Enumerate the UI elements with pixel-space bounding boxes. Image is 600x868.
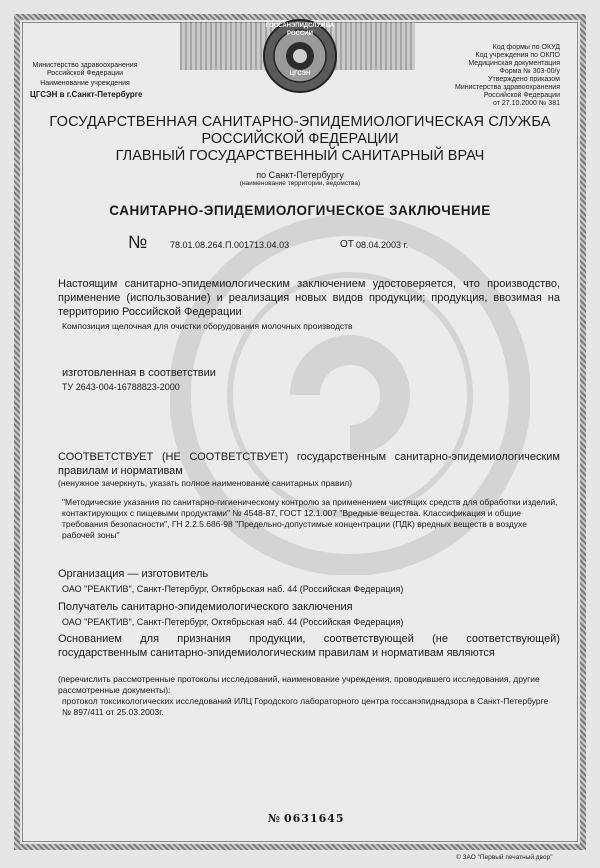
header-line3: ГЛАВНЫЙ ГОСУДАРСТВЕННЫЙ САНИТАРНЫЙ ВРАЧ: [115, 148, 485, 164]
certificate-number: 78.01.08.264.П.001713.04.03: [170, 240, 290, 250]
manufacturer-label: Организация — изготовитель: [58, 568, 209, 580]
basis-statement: Основанием для признания продукции, соответствующей (не соответствующей) государственным санитарно-эпидемиологическим правилам и нормативам являются: [58, 633, 560, 659]
sanitary-rules: "Методические указания по санитарно-гигиеническому контролю за применением чистящих средств для обработки изделий, контактирующих с пищевыми продуктами" № 4548-87, ГОСТ 12.1.007 "Вредные вещества. Классификация и общие требования безопасности", ГН 2.2.5.686-98 "Предельно-допустимые концентрации (ПДК) вредных веществ в воздухе рабочей зоны": [62, 497, 558, 540]
basis-note: (перечислить рассмотренные протоколы исследований, наименование учреждения, проводившего исследования, другие рассмотренные документы):: [58, 674, 540, 695]
ministry-line1: Министерство здравоохранения: [32, 62, 138, 69]
header-line2: РОССИЙСКОЙ ФЕДЕРАЦИИ: [201, 131, 399, 147]
form-approved: Утверждено приказом: [488, 76, 560, 83]
seal-text-top: ГОССАНЭПИДСЛУЖБА РОССИИ: [265, 23, 335, 37]
form-medical-doc: Медицинская документация: [468, 60, 560, 67]
compliance-note: (ненужное зачеркнуть, указать полное наименование санитарных правил): [58, 478, 353, 488]
recipient-label: Получатель санитарно-эпидемиологического заключения: [58, 601, 353, 613]
document-title: САНИТАРНО-ЭПИДЕМИОЛОГИЧЕСКОЕ ЗАКЛЮЧЕНИЕ: [109, 203, 491, 218]
header-line1: ГОСУДАРСТВЕННАЯ САНИТАРНО-ЭПИДЕМИОЛОГИЧЕСКАЯ СЛУЖБА: [49, 114, 551, 130]
product-name: Композиция щелочная для очистки оборудования молочных производств: [62, 321, 353, 331]
research-protocol: протокол токсикологических исследований ИЛЦ Городского лабораторного центра госсанэпиднадзора в Санкт-Петербурге № 897/411 от 25.03.2003г.: [62, 696, 549, 717]
date-from-label: ОТ: [340, 239, 354, 250]
form-ministry: Министерства здравоохранения: [455, 84, 560, 91]
made-in-accordance-label: изготовленная в соответствии: [62, 367, 216, 379]
territory: по Санкт-Петербургу: [256, 170, 344, 180]
form-order-date: от 27.10.2000 № 381: [492, 100, 560, 107]
territory-caption: (наименование территории, ведомства): [239, 180, 361, 187]
recipient: ОАО "РЕАКТИВ", Санкт-Петербург, Октябрьская наб. 44 (Российская Федерация): [62, 617, 404, 627]
seal-text-center: ЦГСЭН: [289, 71, 311, 77]
compliance-statement: СООТВЕТСТВУЕТ (НЕ СООТВЕТСТВУЕТ) государственным санитарно-эпидемиологическим правилам и нормативам: [58, 451, 560, 477]
intro-paragraph: Настоящим санитарно-эпидемиологическим заключением удостоверяется, что производство, применение (использование) и реализация новых видов продукции; продукция, ввозимая на территорию Российской Федерации: [58, 278, 560, 318]
ministry-line2: Российской Федерации: [46, 70, 124, 77]
manufacturer: ОАО "РЕАКТИВ", Санкт-Петербург, Октябрьская наб. 44 (Российская Федерация): [62, 584, 404, 594]
serial-number: 0631645: [284, 812, 345, 825]
institution-name: ЦГСЭН в г.Санкт-Петербурге: [30, 90, 143, 99]
serial-sign: №: [268, 812, 281, 825]
technical-spec: ТУ 2643-004-16788823-2000: [62, 382, 180, 392]
certificate-date: 08.04.2003 г.: [356, 240, 409, 250]
form-federation: Российской Федерации: [483, 92, 560, 99]
printer-footer: © ЗАО "Первый печатный двор": [456, 854, 553, 861]
institution-caption: Наименование учреждения: [40, 80, 130, 87]
form-code-okpo: Код учреждения по ОКПО: [475, 52, 560, 59]
form-code-okud: Код формы по ОКУД: [492, 44, 560, 51]
form-number: Форма № 303-00/у: [499, 68, 560, 75]
number-sign: №: [128, 232, 148, 252]
